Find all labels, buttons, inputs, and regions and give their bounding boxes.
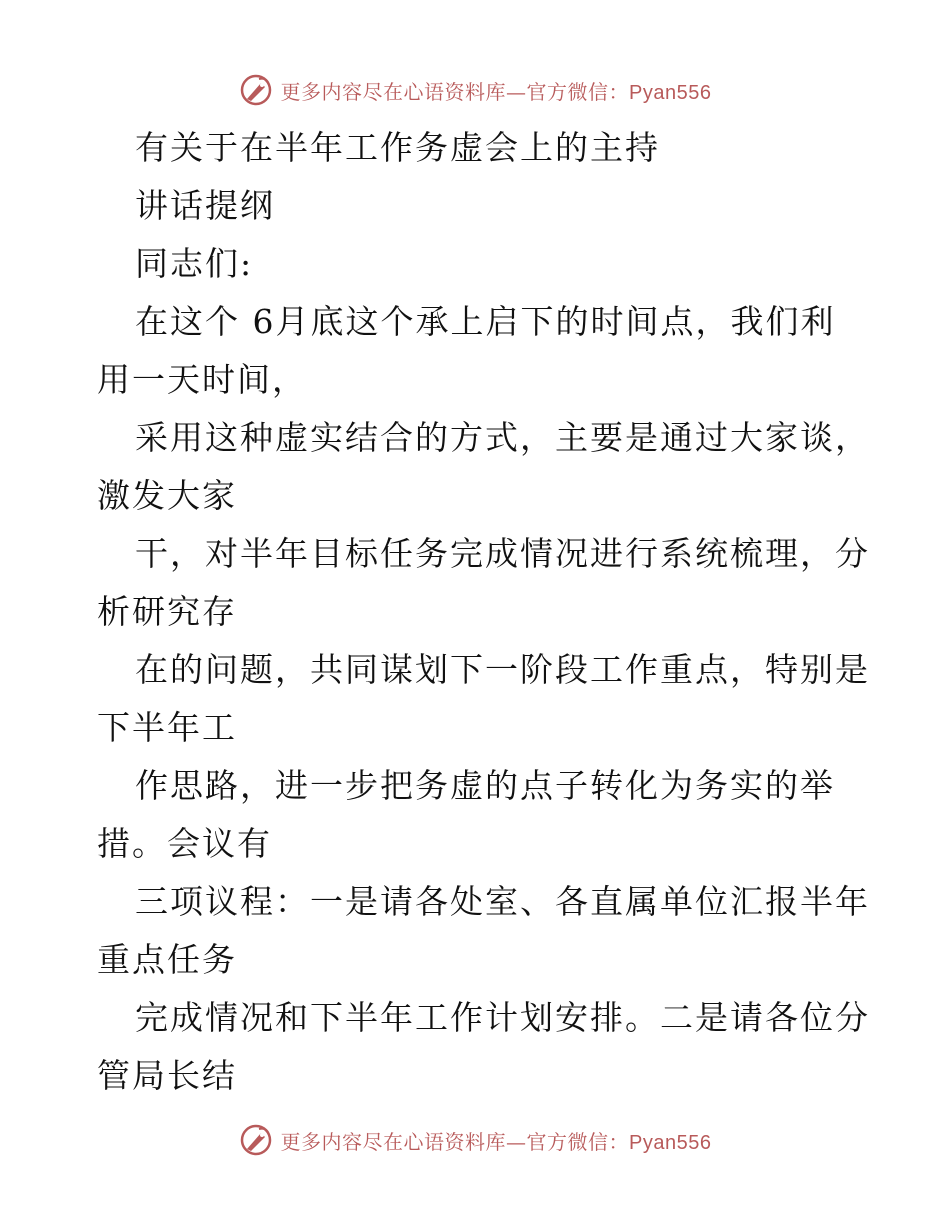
watermark-text: 更多内容尽在心语资料库—官方微信：Pyan556 [280,79,712,104]
paragraph-line: 在的问题，共同谋划下一阶段工作重点，特别是 [135,650,870,689]
pen-nib-logo-icon [239,1123,273,1157]
watermark-text: 更多内容尽在心语资料库—官方微信：Pyan556 [280,1129,712,1154]
salutation: 同志们: [135,244,254,283]
title-line-2: 讲话提纲 [135,186,275,225]
paragraph-line: 三项议程：一是请各处室、各直属单位汇报半年 [135,882,870,921]
paragraph-line: 干，对半年目标任务完成情况进行系统梳理，分 [135,534,870,573]
header-watermark [0,70,950,110]
paragraph-line: 下半年工 [97,708,237,747]
paragraph-line: 析研究存 [97,592,237,631]
footer-watermark [0,1120,950,1160]
paragraph-line: 用一天时间， [97,360,307,399]
paragraph-line: 措。会议有 [97,824,272,863]
watermark-handle: Pyan556 [629,1131,712,1154]
watermark-handle: Pyan556 [629,81,712,104]
paragraph-line: 激发大家 [97,476,237,515]
paragraph-line: 重点任务 [97,940,237,979]
paragraph-line: 采用这种虚实结合的方式，主要是通过大家谈， [135,418,870,457]
title-line-1: 有关于在半年工作务虚会上的主持 [135,128,660,167]
paragraph-line: 管局长结 [97,1056,237,1095]
paragraph-line: 在这个 6月底这个承上启下的时间点，我们利 [135,302,836,341]
paragraph-line: 完成情况和下半年工作计划安排。二是请各位分 [135,998,870,1037]
paragraph-line: 作思路，进一步把务虚的点子转化为务实的举 [135,766,835,805]
pen-nib-logo-icon [239,73,273,107]
